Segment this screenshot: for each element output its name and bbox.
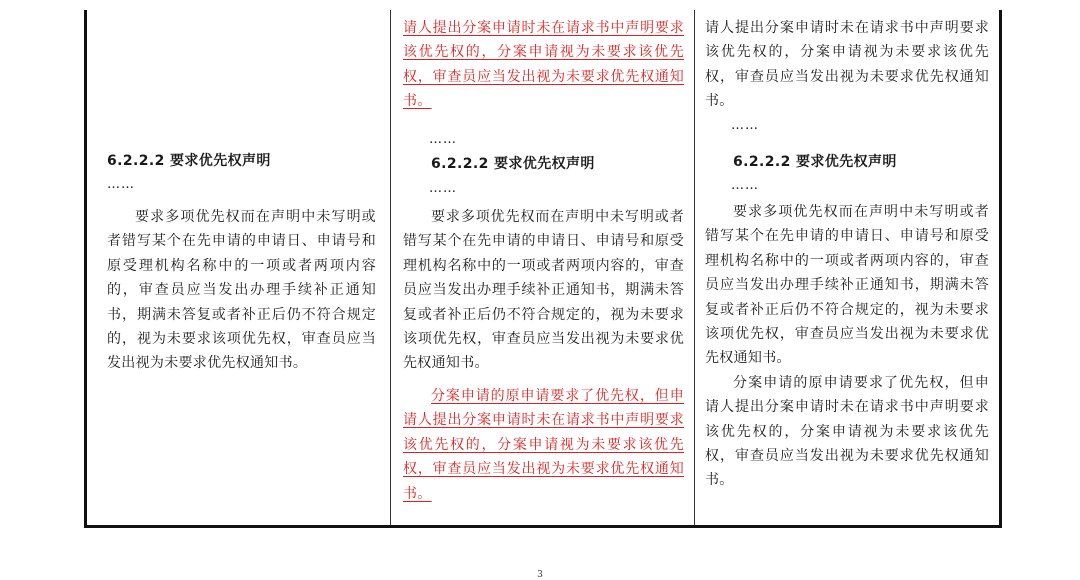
page-number: 3 xyxy=(537,570,543,580)
revision-paragraph: 要求多项优先权而在声明中未写明或者错写某个在先申请的申请日、申请号和原受理机构名称中的一项或者两项内容的，审查员应当发出办理手续补正通知书，期满未答复或者补正后仍不符合规定的，视为未要求该项优先权，审查员应当发出视为未要求优先权通知书。 xyxy=(403,209,684,372)
ellipsis: …… xyxy=(731,117,759,133)
clean-top-block xyxy=(705,16,989,138)
ellipsis: …… xyxy=(731,178,759,194)
clean-paragraph: 要求多项优先权而在声明中未写明或者错写某个在先申请的申请日、申请号和原受理机构名称中的一项或者两项内容的，审查员应当发出办理手续补正通知书，期满未答复或者补正后仍不符合规定的，视为未要求该项优先权，审查员应当发出视为未要求优先权通知书。 xyxy=(705,204,989,367)
clean-body-block xyxy=(705,200,989,493)
section-heading: 6.2.2.2 要求优先权声明 xyxy=(107,153,271,169)
comparison-table xyxy=(84,10,1002,528)
column-revision-marked xyxy=(391,10,695,525)
revision-added-block xyxy=(403,384,684,506)
revision-inserted-text-top: 请人提出分案申请时未在请求书中声明要求该优先权的，分案申请视为未要求该优先权，审查员应当发出视为未要求优先权通知书。 xyxy=(403,20,684,110)
original-paragraph: 要求多项优先权而在声明中未写明或者错写某个在先申请的申请日、申请号和原受理机构名称中的一项或者两项内容的，审查员应当发出办理手续补正通知书，期满未答复或者补正后仍不符合规定的，视为未要求该项优先权，审查员应当发出视为未要求优先权通知书。 xyxy=(107,209,376,372)
clean-heading-block xyxy=(705,150,989,199)
original-heading-block xyxy=(107,149,376,198)
ellipsis: …… xyxy=(429,132,457,147)
revision-inserted-text-bottom: 分案申请的原申请要求了优先权，但申请人提出分案申请时未在请求书中声明要求该优先权的，分案申请视为未要求该优先权，审查员应当发出视为未要求优先权通知书。 xyxy=(403,388,684,502)
clean-added-paragraph: 分案申请的原申请要求了优先权，但申请人提出分案申请时未在请求书中声明要求该优先权的，分案申请视为未要求该优先权，审查员应当发出视为未要求优先权通知书。 xyxy=(705,374,989,489)
revision-top-block xyxy=(403,16,684,114)
revision-heading-block xyxy=(403,128,684,201)
section-heading: 6.2.2.2 要求优先权声明 xyxy=(431,156,595,173)
ellipsis: …… xyxy=(429,180,457,196)
column-revised-clean xyxy=(695,10,999,525)
revision-body-block xyxy=(403,205,684,376)
section-heading: 6.2.2.2 要求优先权声明 xyxy=(733,154,897,170)
ellipsis: …… xyxy=(107,177,135,193)
column-original xyxy=(87,10,391,525)
original-body-block xyxy=(107,205,376,376)
clean-text-top: 请人提出分案申请时未在请求书中声明要求该优先权的，分案申请视为未要求该优先权，审查员应当发出视为未要求优先权通知书。 xyxy=(705,20,989,110)
